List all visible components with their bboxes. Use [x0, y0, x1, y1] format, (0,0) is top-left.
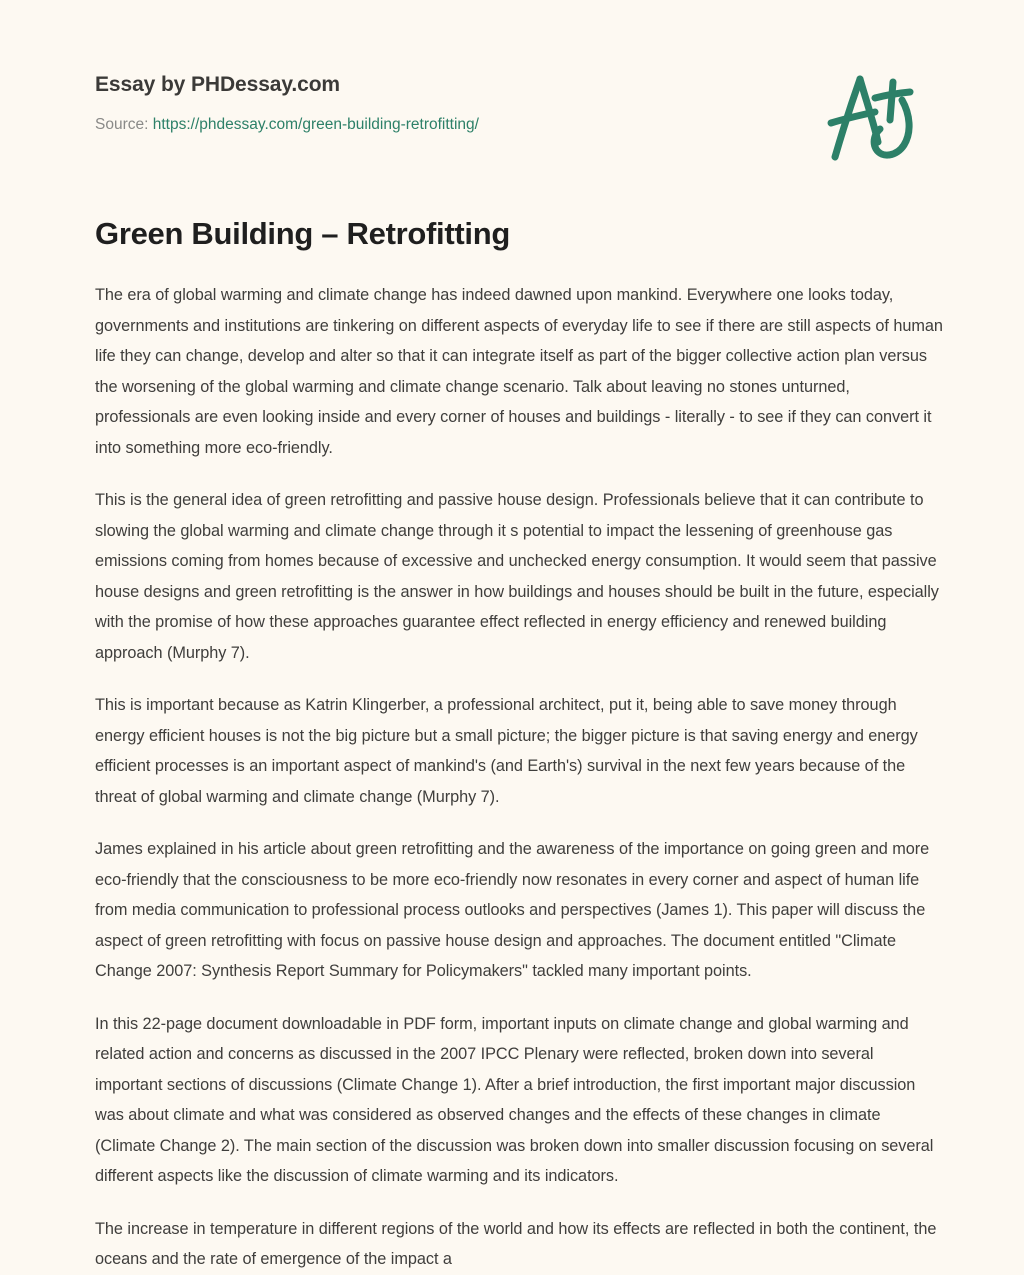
- paragraph: The increase in temperature in different regions of the world and how its effects are reflected in both the continent, the oceans and the rate of emergence of the impact a: [95, 1219, 937, 1269]
- brand-title: Essay by PHDessay.com: [95, 73, 340, 96]
- source-url-link[interactable]: https://phdessay.com/green-building-retrofitting/: [152, 116, 479, 134]
- paragraph: This is important because as Katrin Klingerber, a professional architect, put it, being able to save money through energy efficient houses is not the big picture but a small picture; the bigger picture is that saving energy and energy efficient processes is an important aspect of mankind's (and Earth's) survival in the next few years because of the threat of global warming and climate change (Murphy 7).: [95, 696, 918, 806]
- paragraph: In this 22-page document downloadable in PDF form, important inputs on climate change and global warming and related action and concerns as discussed in the 2007 IPCC Plenary were reflected, broken down into several important sections of discussions (Climate Change 1). After a brief introduction, the first important major discussion was about climate and what was considered as observed changes and the effects of these changes in climate (Climate Change 2). The main section of the discussion was broken down into smaller discussion focusing on several different aspects like the discussion of climate warming and its indicators.: [95, 1014, 934, 1186]
- source-label: Source:: [95, 116, 149, 134]
- paragraph: James explained in his article about green retrofitting and the awareness of the importance on going green and more eco-friendly that the consciousness to be more eco-friendly now resonates in every corner and aspect of human life from media communication to professional process outlooks and perspectives (James 1). This paper will discuss the aspect of green retrofitting with focus on passive house design and approaches. The document entitled "Climate Change 2007: Synthesis Report Summary for Policymakers" tackled many important points.: [95, 840, 930, 981]
- source-line: [95, 115, 944, 135]
- page-header: [0, 0, 1024, 150]
- essay-body: [0, 252, 1024, 1275]
- a-plus-logo-icon: [818, 62, 928, 170]
- paragraph: The era of global warming and climate change has indeed dawned upon mankind. Everywhere one looks today, governments and institutions are tinkering on different aspects of everyday life to see if there are still aspects of human life they can change, develop and alter so that it can integrate itself as part of the bigger collective action plan versus the worsening of the global warming and climate change scenario. Talk about leaving no stones unturned, professionals are even looking inside and every corner of houses and buildings - literally - to see if they can convert it into something more eco-friendly.: [95, 286, 943, 457]
- page-title: Green Building – Retrofitting: [95, 216, 510, 251]
- paragraph: This is the general idea of green retrofitting and passive house design. Professionals believe that it can contribute to slowing the global warming and climate change through it s potential to impact the lessening of greenhouse gas emissions coming from homes because of excessive and unchecked energy consumption. It would seem that passive house designs and green retrofitting is the answer in how buildings and houses should be built in the future, especially with the promise of how these approaches guarantee effect reflected in energy efficiency and renewed building approach (Murphy 7).: [95, 491, 939, 662]
